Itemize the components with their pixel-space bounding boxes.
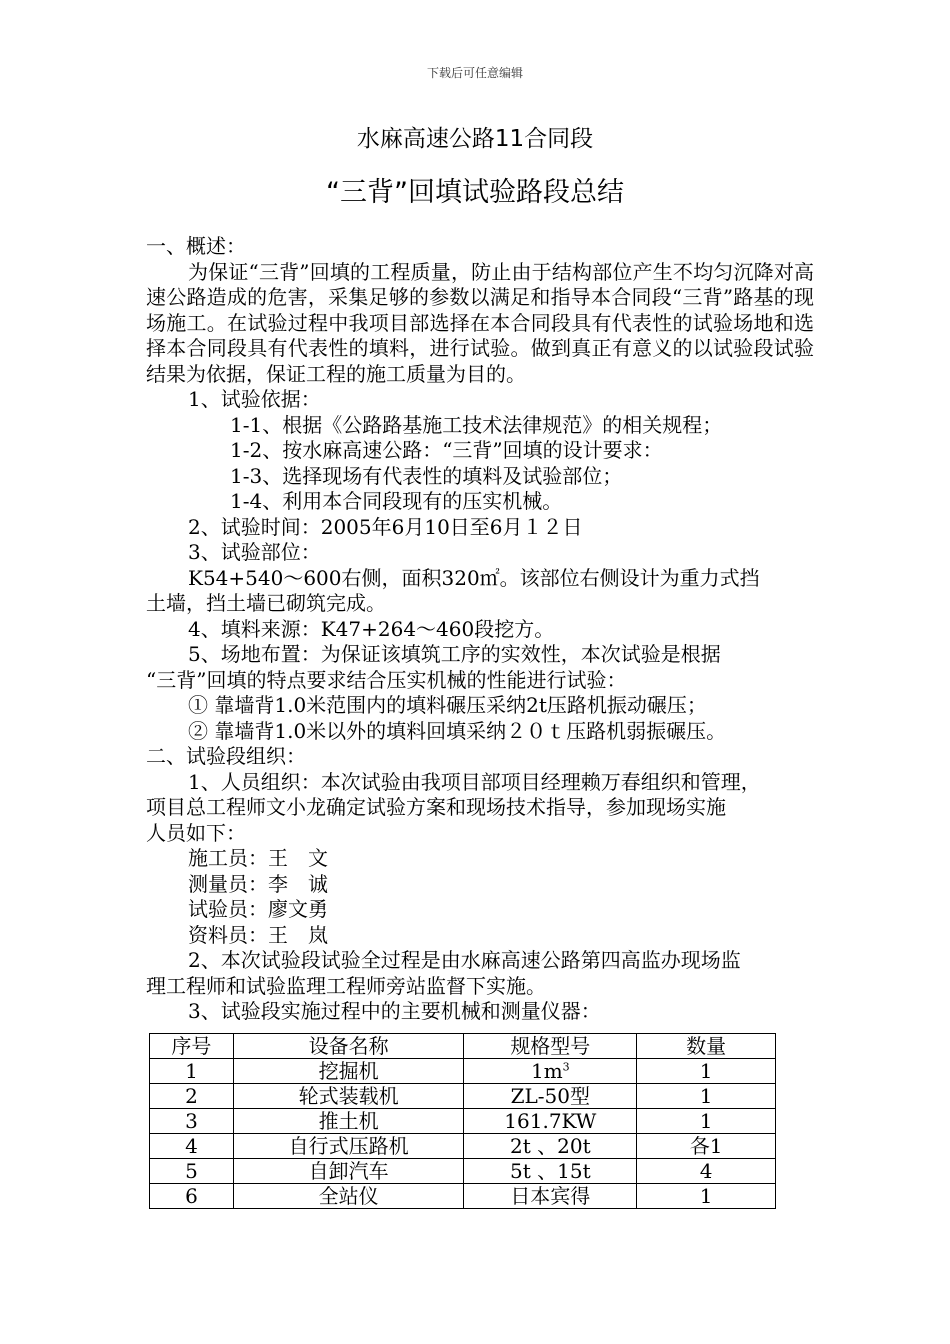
layout-item: ① 靠墙背1.0米范围内的填料碾压采纳2t压路机振动碾压； xyxy=(188,693,707,717)
table-header-cell: 设备名称 xyxy=(233,1034,464,1059)
table-cell: 1 xyxy=(637,1059,776,1084)
table-row xyxy=(150,1059,776,1084)
basis-item: 1-2、按水麻高速公路：“三背”回填的设计要求： xyxy=(230,438,663,462)
table-cell: 4 xyxy=(637,1159,776,1184)
table-cell: ZL-50型 xyxy=(464,1084,637,1109)
document-subtitle: “三背”回填试验路段总结 xyxy=(326,177,624,208)
table-header-cell: 数量 xyxy=(637,1034,776,1059)
table-cell: 1 xyxy=(637,1184,776,1209)
personnel-line: 人员如下： xyxy=(146,820,246,845)
test-time: 2、试验时间：2005年6月10日至6月１２日 xyxy=(188,514,583,539)
table-cell: 1 xyxy=(637,1109,776,1134)
table-cell: 自卸汽车 xyxy=(233,1159,464,1184)
table-cell: 1 xyxy=(150,1059,234,1084)
document-body xyxy=(146,234,814,1025)
table-row xyxy=(150,1184,776,1209)
personnel-line: 项目总工程师文小龙确定试验方案和现场技术指导，参加现场实施 xyxy=(146,795,726,819)
table-header-cell: 序号 xyxy=(150,1034,234,1059)
basis-item: 1-3、选择现场有代表性的填料及试验部位； xyxy=(230,463,623,488)
test-location-line: 土墙，挡土墙已砌筑完成。 xyxy=(146,591,386,615)
spec-value: 1m xyxy=(530,1059,563,1083)
table-row xyxy=(150,1159,776,1184)
basis-item: 1-1、根据《公路路基施工技术法律规范》的相关规程； xyxy=(230,412,723,437)
table-cell: 轮式装载机 xyxy=(233,1084,464,1109)
table-header-row xyxy=(150,1034,776,1059)
staff-item: 施工员：王 文 xyxy=(188,846,328,870)
basis-item: 1-4、利用本合同段现有的压实机械。 xyxy=(230,489,563,513)
staff-item: 试验员：廖文勇 xyxy=(188,897,328,921)
overview-paragraph: 为保证“三背”回填的工程质量，防止由于结构部位产生不均匀沉降对高速公路造成的危害，采集足够的参数以满足和指导本合同段“三背”路基的现场施工。在试验过程中我项目部选择在本合同段具有代表性的试验场地和选择本合同段具有代表性的填料，进行试验。做到真正有意义的以试验段试验结果为依据，保证工程的施工质量为目的。 xyxy=(146,259,814,386)
table-row xyxy=(150,1084,776,1109)
spec-superscript: 3 xyxy=(562,1060,570,1074)
basis-heading: 1、试验依据： xyxy=(188,387,321,411)
test-location-heading: 3、试验部位： xyxy=(188,540,321,564)
table-row xyxy=(150,1134,776,1159)
layout-item: ② 靠墙背1.0米以外的填料回填采纳２０ｔ压路机弱振碾压。 xyxy=(188,718,727,743)
test-location-line: K54+540～600右侧，面积320㎡。该部位右侧设计为重力式挡 xyxy=(188,565,760,590)
supervision-line: 理工程师和试验监理工程师旁站监督下实施。 xyxy=(146,973,546,998)
section-heading-organization: 二、试验段组织： xyxy=(146,744,306,768)
equipment-heading: 3、试验段实施过程中的主要机械和测量仪器： xyxy=(188,999,601,1023)
staff-item: 测量员：李 诚 xyxy=(188,871,328,896)
table-cell: 161.7KW xyxy=(464,1109,637,1134)
table-cell: 1 xyxy=(637,1084,776,1109)
table-cell: 各1 xyxy=(637,1134,776,1159)
site-layout-line: “三背”回填的特点要求结合压实机械的性能进行试验： xyxy=(146,667,627,692)
table-row xyxy=(150,1109,776,1134)
table-cell: 挖掘机 xyxy=(233,1059,464,1084)
site-layout-line: 5、场地布置：为保证该填筑工序的实效性，本次试验是根据 xyxy=(188,642,721,666)
table-cell: 5t 、15t xyxy=(464,1159,637,1184)
fill-source: 4、填料来源：K47+264～460段挖方。 xyxy=(188,616,555,641)
table-header-cell: 规格型号 xyxy=(464,1034,637,1059)
table-cell: 推土机 xyxy=(233,1109,464,1134)
section-heading-overview: 一、概述： xyxy=(146,234,246,258)
table-cell xyxy=(464,1059,637,1084)
table-cell: 2 xyxy=(150,1084,234,1109)
document-title: 水麻高速公路11合同段 xyxy=(356,126,594,152)
header-note: 下载后可任意编辑 xyxy=(426,66,523,80)
staff-item: 资料员：王 岚 xyxy=(188,922,328,947)
table-cell: 全站仪 xyxy=(233,1184,464,1209)
table-cell: 3 xyxy=(150,1109,234,1134)
personnel-line: 1、人员组织：本次试验由我项目部项目经理赖万春组织和管理， xyxy=(188,769,761,794)
supervision-line: 2、本次试验段试验全过程是由水麻高速公路第四高监办现场监 xyxy=(188,948,741,972)
table-cell: 自行式压路机 xyxy=(233,1134,464,1159)
table-cell: 6 xyxy=(150,1184,234,1209)
equipment-table xyxy=(149,1033,776,1209)
table-cell: 5 xyxy=(150,1159,234,1184)
table-cell: 2t 、20t xyxy=(464,1134,637,1159)
table-cell: 日本宾得 xyxy=(464,1184,637,1209)
table-cell: 4 xyxy=(150,1134,234,1159)
